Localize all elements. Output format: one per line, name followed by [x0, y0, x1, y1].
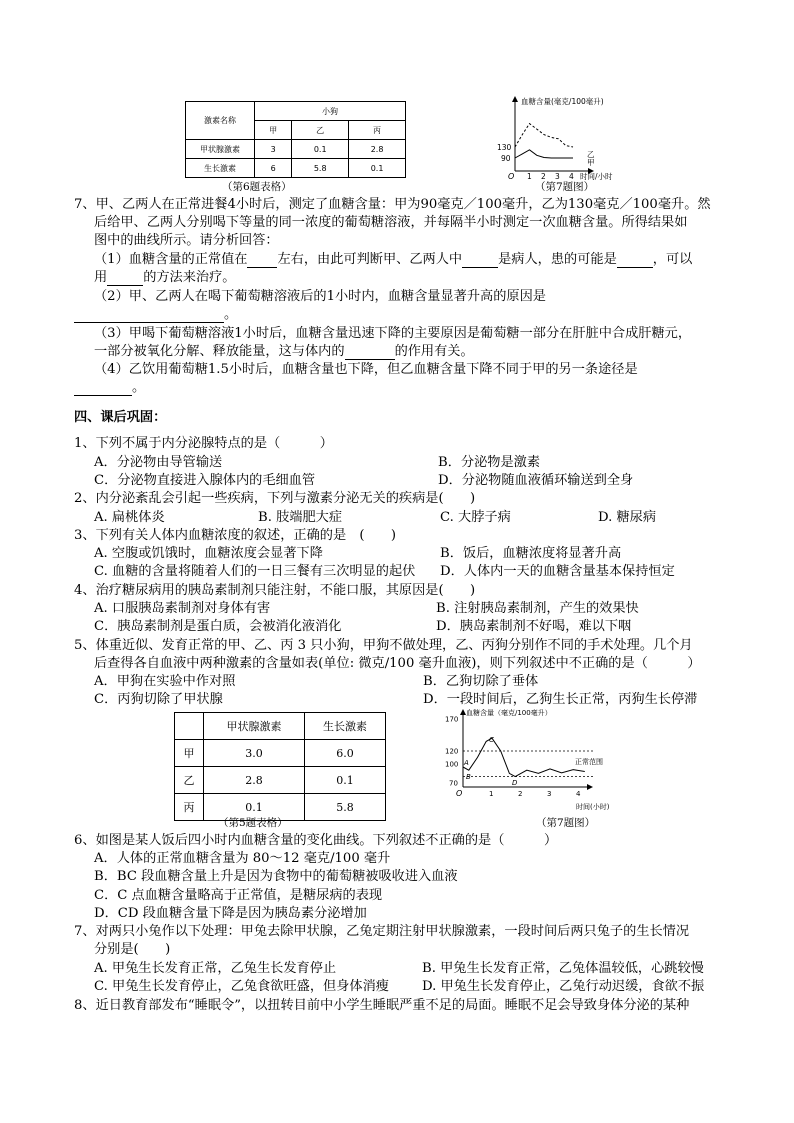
q7-3-line-1: （3）甲喝下葡萄糖溶液1小时后，血糖含量迅速下降的主要原因是葡萄糖一部分在肝脏中合成肝糖元，: [94, 326, 692, 341]
q7-1-blank-3[interactable]: [617, 254, 653, 268]
fig7-top-series-label: 甲: [587, 158, 595, 167]
q7-1-text-e: 用: [94, 270, 108, 285]
fig6-col: 乙: [292, 121, 349, 140]
fig7-top-ytick: 90: [501, 154, 511, 163]
fig6-cell: 0.1: [349, 159, 406, 178]
fig6-cell: 5.8: [292, 159, 349, 178]
q7-2-end: 。: [224, 307, 238, 322]
q7-2-blank[interactable]: [74, 309, 224, 323]
q1-option-d[interactable]: D．分泌物随血液循环输送到全身: [438, 473, 634, 488]
q4-option-a[interactable]: A. 口服胰岛素制剂对身体有害: [94, 601, 271, 616]
q7-1-text-c: 是病人，患的可能是: [498, 252, 617, 267]
fig7-bottom-chart: [440, 707, 615, 812]
q7-line-1: 7、甲、乙两人在正常进餐4小时后，测定了血糖含量：甲为90毫克／100毫升，乙为130毫克／100毫升。然: [74, 197, 711, 212]
fig7-bottom-xtick: 3: [547, 790, 552, 798]
q7b-stem-2: 分别是( ): [94, 942, 171, 957]
fig7-bottom-range-label: 正常范围: [575, 758, 603, 766]
fig5-cell: 0.1: [304, 767, 385, 794]
q7b-option-d[interactable]: D. 甲兔生长发育停止，乙兔行动迟缓，食欲不振: [422, 979, 705, 994]
fig7-top-xlabel: 时间/小时: [580, 172, 613, 180]
fig5-cell: 0.1: [204, 794, 305, 821]
q1-option-c[interactable]: C．分泌物直接进入腺体内的毛细血管: [94, 473, 316, 488]
q7b-option-b[interactable]: B. 甲兔生长发育正常，乙兔体温较低，心跳较慢: [422, 961, 704, 976]
q7-3-line-2: [94, 344, 474, 360]
fig7-top-caption: （第7题图）: [535, 181, 595, 193]
q7-3-text-1: 一部分被氧化分解、释放能量，这与体内的: [94, 344, 345, 359]
fig5-table: [174, 712, 386, 821]
fig6-table: [185, 101, 406, 178]
q5-option-a[interactable]: A．甲狗在实验中作对照: [94, 674, 236, 689]
q7b-stem-1: 7、对两只小兔作以下处理：甲兔去除甲状腺，乙兔定期注射甲状腺激素，一段时间后两只兔子的生长情况: [74, 924, 690, 939]
q8-stem: 8、近日教育部发布“睡眠令”，以扭转目前中小学生睡眠严重不足的局面。睡眠不足会导致身体分泌的某种: [74, 998, 690, 1013]
q7-2-line: （2）甲、乙两人在喝下葡萄糖溶液后的1小时内，血糖含量显著升高的原因是: [94, 289, 546, 304]
q6-option-c[interactable]: C．C 点血糖含量略高于正常值，是糖尿病的表现: [94, 888, 383, 903]
fig6-header-group: 小狗: [255, 102, 406, 121]
q7-1-line-2: [94, 270, 236, 286]
fig7-bottom-ytick: 170: [445, 715, 459, 724]
q5-option-b[interactable]: B．乙狗切除了垂体: [423, 674, 539, 689]
fig7-top-ytick: 130: [497, 143, 512, 152]
section-title: 四、课后巩固：: [74, 410, 167, 425]
q5-stem-2: 后查得各自血液中两种激素的含量如表(单位: 微克/100 毫升血液)，则下列叙述中不正确的是（ ）: [94, 656, 701, 671]
fig6-caption: （第6题表格）: [222, 181, 292, 193]
fig5-col: 甲状腺激素: [204, 713, 305, 740]
q6-option-b[interactable]: B．BC 段血糖含量上升是因为食物中的葡萄糖被吸收进入血液: [94, 869, 458, 884]
fig7-bottom-point-b: B: [466, 773, 471, 781]
fig6-cell: 6: [255, 159, 292, 178]
q2-option-c[interactable]: C. 大脖子病: [440, 510, 511, 525]
q7-1-text-b: 左右，由此可判断甲、乙两人中: [277, 252, 463, 267]
q7-3-text-2: 的作用有关。: [394, 344, 474, 359]
fig6-table-wrap: [185, 101, 406, 178]
fig7-bottom-origin: O: [456, 789, 463, 798]
q7-4-blank[interactable]: [74, 382, 132, 396]
fig7-bottom-xlabel: 时间(小时): [576, 803, 610, 811]
fig7-top-xtick: 4: [569, 172, 574, 180]
q2-option-b[interactable]: B. 肢端肥大症: [258, 510, 343, 525]
q7-1-text-f: 的方法来治疗。: [143, 270, 236, 285]
q7-1-text-a: （1）血糖含量的正常值在: [94, 252, 248, 267]
q2-option-a[interactable]: A. 扁桃体炎: [94, 510, 165, 525]
q3-option-d[interactable]: D．人体内一天的血糖含量基本保持恒定: [440, 564, 675, 579]
fig5-row-name: 丙: [175, 794, 204, 821]
fig7-bottom-point-a: A: [464, 759, 469, 767]
fig6-col: 丙: [349, 121, 406, 140]
q4-option-b[interactable]: B. 注射胰岛素制剂，产生的效果快: [436, 601, 639, 616]
q5-option-d[interactable]: D．一段时间后，乙狗生长正常，丙狗生长停滞: [423, 692, 698, 707]
fig5-corner: [175, 713, 204, 740]
fig5-cell: 3.0: [204, 740, 305, 767]
fig7-bottom-xtick: 4: [576, 790, 581, 798]
fig6-row-name: 甲状腺激素: [186, 140, 255, 159]
fig7-bottom-ytick: 100: [445, 760, 459, 769]
q3-option-b[interactable]: B．饭后，血糖浓度将显著升高: [440, 546, 622, 561]
q5-option-c[interactable]: C．丙狗切除了甲状腺: [94, 692, 223, 707]
q1-option-b[interactable]: B．分泌物是激素: [438, 455, 541, 470]
q2-stem: 2、内分泌紊乱会引起一些疾病，下列与激素分泌无关的疾病是( ): [74, 491, 476, 506]
fig7-top-series-jia: [515, 150, 573, 158]
fig7-top-origin: O: [508, 172, 515, 180]
q7-1-blank-4[interactable]: [107, 272, 143, 286]
fig6-cell: 2.8: [349, 140, 406, 159]
q5-stem-1: 5、体重近似、发育正常的甲、乙、丙 3 只小狗，甲狗不做处理，乙、丙狗分别作不同的手术处理。几个月: [74, 638, 693, 653]
q6-option-a[interactable]: A．人体的正常血糖含量为 80～12 毫克/100 毫升: [94, 851, 391, 866]
q3-option-a[interactable]: A. 空腹或饥饿时，血糖浓度会显著下降: [94, 546, 323, 561]
fig7-bottom-ylabel: 血糖含量（毫克/100毫升）: [466, 709, 552, 717]
fig7-top-xtick: 2: [541, 172, 546, 180]
q4-stem: 4、治疗糖尿病用的胰岛素制剂只能注射，不能口服，其原因是( ): [74, 583, 476, 598]
q7-3-blank[interactable]: [345, 346, 395, 360]
q6-stem: 6、如图是某人饭后四小时内血糖含量的变化曲线。下列叙述不正确的是（ ）: [74, 833, 558, 848]
q7-1-blank-1[interactable]: [247, 254, 277, 268]
q7-1-text-d: ，可以: [652, 252, 693, 267]
q7-line-3: 图中的曲线所示。请分析回答：: [94, 233, 279, 248]
fig5-row-name: 乙: [175, 767, 204, 794]
fig7-top-xtick: 1: [527, 172, 532, 180]
q7-line-2: 后给甲、乙两人分别喝下等量的同一浓度的葡萄糖溶液，并每隔半小时测定一次血糖含量。所得结果如: [94, 215, 688, 230]
q7-1-blank-2[interactable]: [462, 254, 498, 268]
fig7-top-xtick: 3: [555, 172, 560, 180]
fig6-cell: 3: [255, 140, 292, 159]
fig7-top-series-yi: [515, 124, 573, 147]
fig7-bottom-point-c: C: [489, 736, 494, 744]
fig5-table-wrap: [174, 712, 386, 821]
q7-4-answer-line: [74, 380, 145, 396]
q1-option-a[interactable]: A．分泌物由导管输送: [94, 455, 223, 470]
fig7-bottom-caption: （第7题图）: [536, 817, 596, 829]
fig5-cell: 2.8: [204, 767, 305, 794]
fig7-bottom-xtick: 2: [518, 790, 523, 798]
fig7-top-ylabel: 血糖含量(毫克/100毫升): [521, 97, 604, 106]
q4-option-d[interactable]: D．胰岛素制剂不好喝，难以下咽: [436, 619, 632, 634]
fig6-header-name: 激素名称: [186, 102, 255, 140]
q7b-option-a[interactable]: A. 甲兔生长发育正常，乙兔生长发育停止: [94, 961, 337, 976]
q7-1-line: [94, 252, 692, 268]
fig6-row-name: 生长激素: [186, 159, 255, 178]
fig7-bottom-ytick: 120: [445, 747, 459, 756]
q7-4-end: 。: [132, 380, 146, 395]
fig7-top-chart: [495, 95, 620, 180]
fig7-bottom-point-d: D: [512, 779, 518, 787]
fig5-caption: （第5题表格）: [218, 817, 288, 829]
fig5-row-name: 甲: [175, 740, 204, 767]
q2-option-d[interactable]: D. 糖尿病: [598, 510, 657, 525]
fig6-cell: 0.1: [292, 140, 349, 159]
q7-2-answer-line: [74, 307, 237, 323]
fig5-cell: 6.0: [304, 740, 385, 767]
fig5-cell: 5.8: [304, 794, 385, 821]
q7-4-line: （4）乙饮用葡萄糖1.5小时后，血糖含量也下降，但乙血糖含量下降不同于甲的另一条途径是: [94, 362, 638, 377]
fig6-col: 甲: [255, 121, 292, 140]
q7b-option-c[interactable]: C. 甲兔生长发育停止，乙兔食欲旺盛，但身体消瘦: [94, 979, 389, 994]
fig7-bottom-xtick: 1: [489, 790, 494, 798]
q3-option-c[interactable]: C. 血糖的含量将随着人们的一日三餐有三次明显的起伏: [94, 564, 416, 579]
fig7-top-series-label: 乙: [587, 150, 595, 159]
fig7-bottom-ytick: 70: [449, 779, 458, 788]
q3-stem: 3、下列有关人体内血糖浓度的叙述，正确的是 ( ): [74, 528, 396, 543]
fig7-bottom-series: [463, 738, 585, 776]
q6-option-d[interactable]: D．CD 段血糖含量下降是因为胰岛素分泌增加: [94, 906, 367, 921]
q4-option-c[interactable]: C．胰岛素制剂是蛋白质，会被消化液消化: [94, 619, 342, 634]
q1-stem: 1、下列不属于内分泌腺特点的是（ ）: [74, 436, 333, 451]
fig5-col: 生长激素: [304, 713, 385, 740]
